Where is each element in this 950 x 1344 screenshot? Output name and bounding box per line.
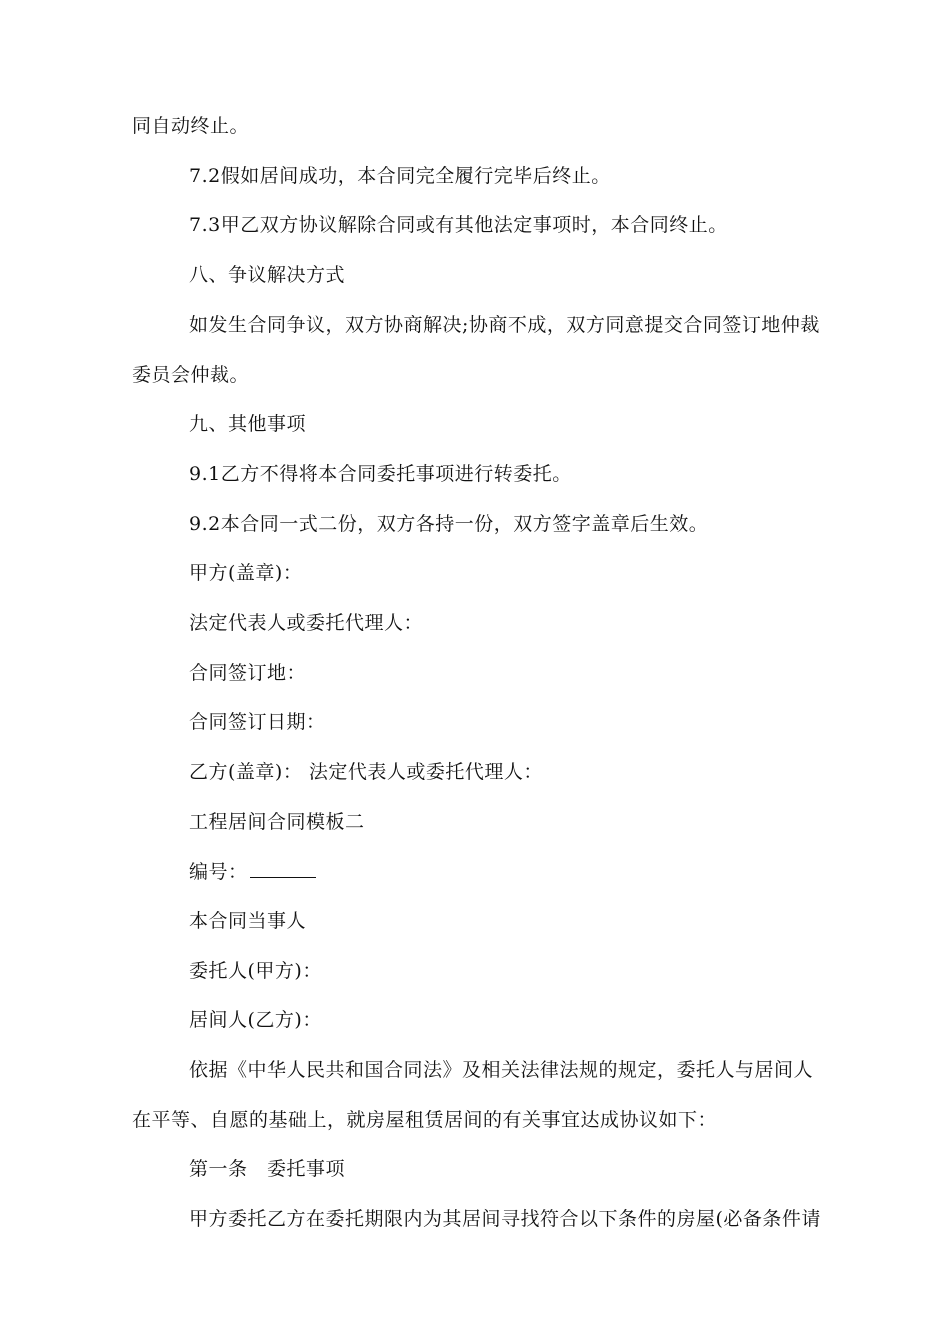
client-party: 委托人(甲方)： [189, 960, 322, 982]
number-blank [250, 859, 316, 878]
text-line: 委员会仲裁。 [132, 364, 250, 386]
paragraph-basis: 依据《中华人民共和国合同法》及相关法律法规的规定，委托人与居间人 [189, 1059, 814, 1081]
clause-7-3: 7.3甲乙双方协议解除合同或有其他法定事项时，本合同终止。 [189, 214, 728, 236]
article-1-paragraph: 甲方委托乙方在委托期限内为其居间寻找符合以下条件的房屋(必备条件请 [189, 1208, 821, 1230]
text-line: 在平等、自愿的基础上，就房屋租赁居间的有关事宜达成协议如下： [132, 1109, 718, 1131]
clause-7-2: 7.2假如居间成功，本合同完全履行完毕后终止。 [189, 165, 611, 187]
contract-number-label: 编号： [189, 861, 248, 883]
party-b-seal: 乙方(盖章)： 法定代表人或委托代理人： [189, 761, 543, 783]
intermediary-party: 居间人(乙方)： [189, 1009, 322, 1031]
template-title: 工程居间合同模板二 [189, 811, 365, 833]
legal-representative: 法定代表人或委托代理人： [189, 612, 424, 634]
article-1-heading: 第一条 委托事项 [189, 1158, 346, 1180]
clause-9-1: 9.1乙方不得将本合同委托事项进行转委托。 [189, 463, 572, 485]
clause-9-2: 9.2本合同一式二份，双方各持一份，双方签字盖章后生效。 [189, 513, 709, 535]
parties-heading: 本合同当事人 [189, 910, 307, 932]
party-a-seal: 甲方(盖章)： [189, 562, 303, 584]
signing-date: 合同签订日期： [189, 711, 326, 733]
section-heading-9: 九、其他事项 [189, 413, 307, 435]
text-line: 同自动终止。 [132, 115, 250, 137]
contract-number [189, 859, 316, 884]
section-heading-8: 八、争议解决方式 [189, 264, 346, 286]
paragraph-dispute: 如发生合同争议，双方协商解决;协商不成，双方同意提交合同签订地仲裁 [189, 314, 820, 336]
signing-place: 合同签订地： [189, 662, 307, 684]
